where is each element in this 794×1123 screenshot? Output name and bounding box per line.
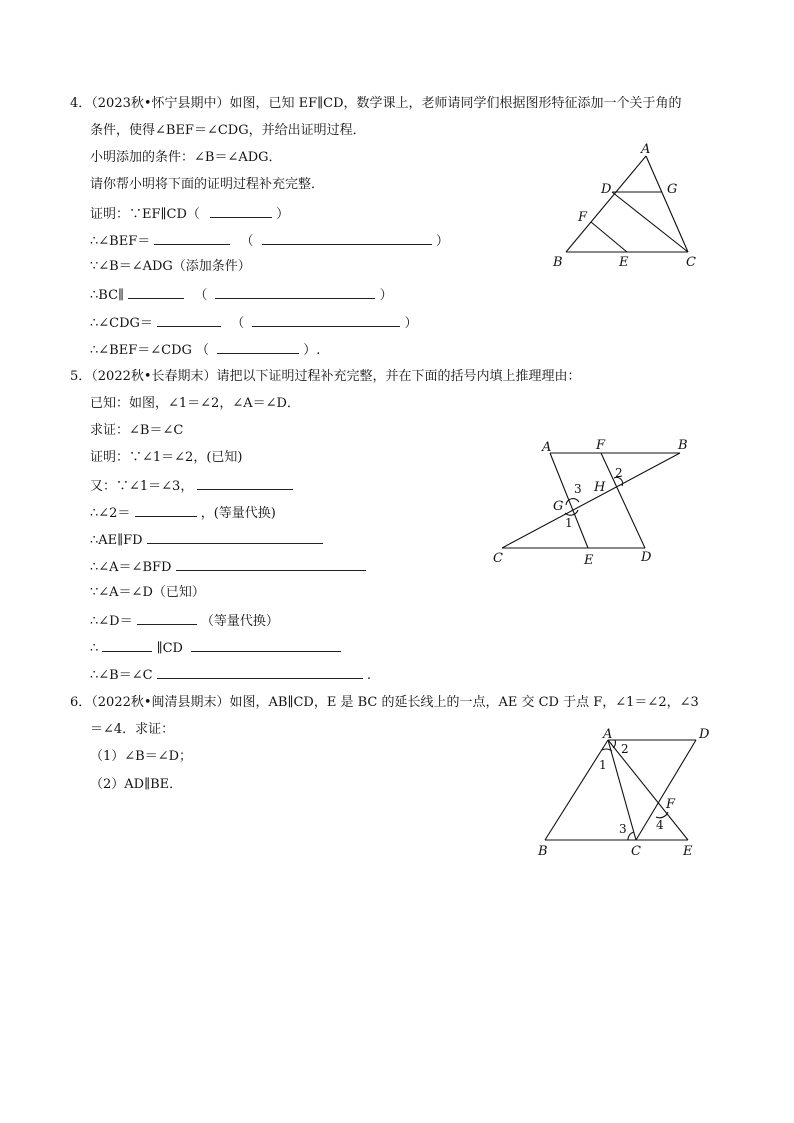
q4-blank-7[interactable] [252, 313, 400, 327]
q4-step2-open: （ [240, 234, 254, 249]
q4-step1 [90, 204, 289, 224]
q5-blank-5[interactable] [137, 611, 197, 625]
q6-label-c: C [631, 844, 641, 859]
q5-step5 [90, 557, 366, 577]
q5-label-a: A [542, 440, 552, 455]
q4-blank-5[interactable] [215, 285, 375, 299]
q4-instruction: 请你帮小明将下面的证明过程补充完整． [90, 177, 325, 192]
q5-label-g: G [553, 499, 564, 514]
q4-step5-open: （ [231, 316, 245, 331]
q5-blank-7[interactable] [191, 638, 341, 652]
q6-angle-1: 1 [599, 758, 607, 772]
q5-step2 [90, 476, 293, 496]
q4-condition: 小明添加的条件：∠B＝∠ADG． [90, 150, 282, 165]
q4-step6 [90, 340, 320, 360]
q6-figure [530, 722, 710, 862]
q5-step7-reason: （等量代换） [200, 614, 279, 629]
q5-line-cb [502, 453, 680, 548]
q4-blank-1[interactable] [210, 204, 272, 218]
q5-label-f: F [596, 438, 606, 453]
q6-line-dc [636, 740, 696, 840]
q5-label-e: E [584, 553, 594, 568]
q4-step2-text: ∴∠BEF＝ [90, 234, 151, 249]
q5-step3-reason: ，(等量代换) [200, 506, 276, 521]
q5-blank-8[interactable] [157, 665, 363, 679]
q6-label-f: F [666, 797, 676, 812]
q6-line-ab [545, 740, 608, 840]
q6-stem-line1: 6．（2022秋•闽清县期末）如图，AB∥CD，E 是 BC 的延长线上的一点，AE 交 CD 于点 F，∠1＝∠2，∠3 [70, 695, 699, 710]
q4-label-g: G [667, 182, 678, 197]
q4-step1-text: 证明：∵EF∥CD（ [90, 207, 200, 222]
q5-step9-text: ∴∠B＝∠C [90, 668, 153, 683]
q4-figure [548, 138, 708, 273]
q5-step1: 证明：∵∠1＝∠2，(已知) [90, 450, 243, 465]
q5-angle-2: 2 [615, 466, 623, 480]
q4-side-ab [566, 156, 646, 252]
q5-prove: 求证：∠B＝∠C [90, 423, 184, 438]
q5-label-b: B [678, 438, 688, 453]
q5-figure [485, 432, 700, 572]
q5-angle-1: 1 [565, 516, 573, 530]
q4-blank-3[interactable] [262, 231, 432, 245]
q4-segment-fe [591, 222, 627, 252]
q5-label-d: D [641, 550, 652, 565]
q5-step8-tail: ∥CD [156, 641, 183, 656]
q4-blank-2[interactable] [154, 231, 230, 245]
q4-step4-open: （ [194, 288, 208, 303]
q4-blank-4[interactable] [128, 285, 184, 299]
q5-step2-text: 又：∵∠1＝∠3， [90, 479, 194, 494]
q5-step7-text: ∴∠D＝ [90, 614, 133, 629]
q5-given: 已知：如图，∠1＝∠2，∠A＝∠D． [90, 396, 300, 411]
q4-label-b: B [553, 255, 563, 270]
q5-line-fd [601, 453, 645, 548]
q6-label-a: A [603, 727, 613, 742]
q6-part1: （1）∠B＝∠D； [90, 749, 193, 764]
q5-blank-1[interactable] [197, 476, 293, 490]
q4-step4-close: ） [379, 288, 393, 303]
q6-part2: （2）AD∥BE． [90, 777, 183, 792]
q4-label-a: A [641, 142, 651, 157]
q5-arc-3 [566, 499, 579, 505]
q5-step5-text: ∴∠A＝∠BFD [90, 560, 172, 575]
q4-blank-8[interactable] [217, 340, 299, 354]
q6-label-b: B [538, 844, 548, 859]
q5-stem: 5．（2022秋•长春期末）请把以下证明过程补充完整，并在下面的括号内填上推理理由： [70, 369, 581, 384]
q4-step4 [90, 285, 393, 305]
q5-blank-2[interactable] [135, 503, 197, 517]
q6-stem-line2: ＝∠4．求证： [90, 722, 175, 737]
q5-angle-3: 3 [574, 482, 582, 496]
q5-label-h: H [594, 480, 606, 495]
q5-blank-6[interactable] [102, 638, 152, 652]
q4-step5-close: ） [404, 316, 418, 331]
q4-step3: ∵∠B＝∠ADG（添加条件） [90, 259, 251, 274]
q5-step4 [90, 530, 323, 550]
q5-step3-text: ∴∠2＝ [90, 506, 131, 521]
q5-step4-text: ∴AE∥FD [90, 533, 143, 548]
q6-angle-4: 4 [656, 818, 664, 832]
q4-stem-line1: 4．（2023秋•怀宁县期中）如图，已知 EF∥CD，数学课上，老师请同学们根据图形特征添加一个关于角的 [70, 96, 682, 111]
q5-step3 [90, 503, 276, 523]
q4-blank-6[interactable] [157, 313, 221, 327]
q4-step2-close: ） [435, 234, 449, 249]
q4-step5-text: ∴∠CDG＝ [90, 316, 153, 331]
q6-label-e: E [683, 844, 693, 859]
q6-label-d: D [699, 727, 710, 742]
q4-label-f: F [578, 210, 588, 225]
q4-step2 [90, 231, 449, 251]
q4-label-d: D [601, 182, 612, 197]
q6-arc-3 [628, 832, 634, 840]
q4-side-ac [646, 156, 688, 252]
q4-step5 [90, 313, 418, 333]
q4-step1-close: ） [276, 207, 290, 222]
q5-blank-4[interactable] [176, 557, 366, 571]
q6-angle-3: 3 [619, 822, 627, 836]
q4-segment-dc [612, 192, 688, 252]
q5-step8-text: ∴ [90, 641, 99, 656]
q5-blank-3[interactable] [147, 530, 323, 544]
q4-step4-text: ∴BC∥ [90, 288, 125, 303]
q5-step9 [90, 665, 371, 685]
q4-label-e: E [619, 255, 629, 270]
q4-label-c: C [686, 255, 696, 270]
q5-label-c: C [493, 551, 503, 566]
q4-stem-line2: 条件，使得∠BEF＝∠CDG，并给出证明过程． [90, 123, 366, 138]
q6-angle-2: 2 [621, 742, 629, 756]
q4-step6-text: ∴∠BEF＝∠CDG （ [90, 343, 210, 358]
q4-step6-close: ）. [303, 343, 321, 358]
q5-step9-period: . [366, 668, 371, 683]
q5-step7 [90, 611, 279, 631]
q5-step8 [90, 638, 341, 658]
q5-step6: ∵∠A＝∠D（已知） [90, 585, 205, 600]
